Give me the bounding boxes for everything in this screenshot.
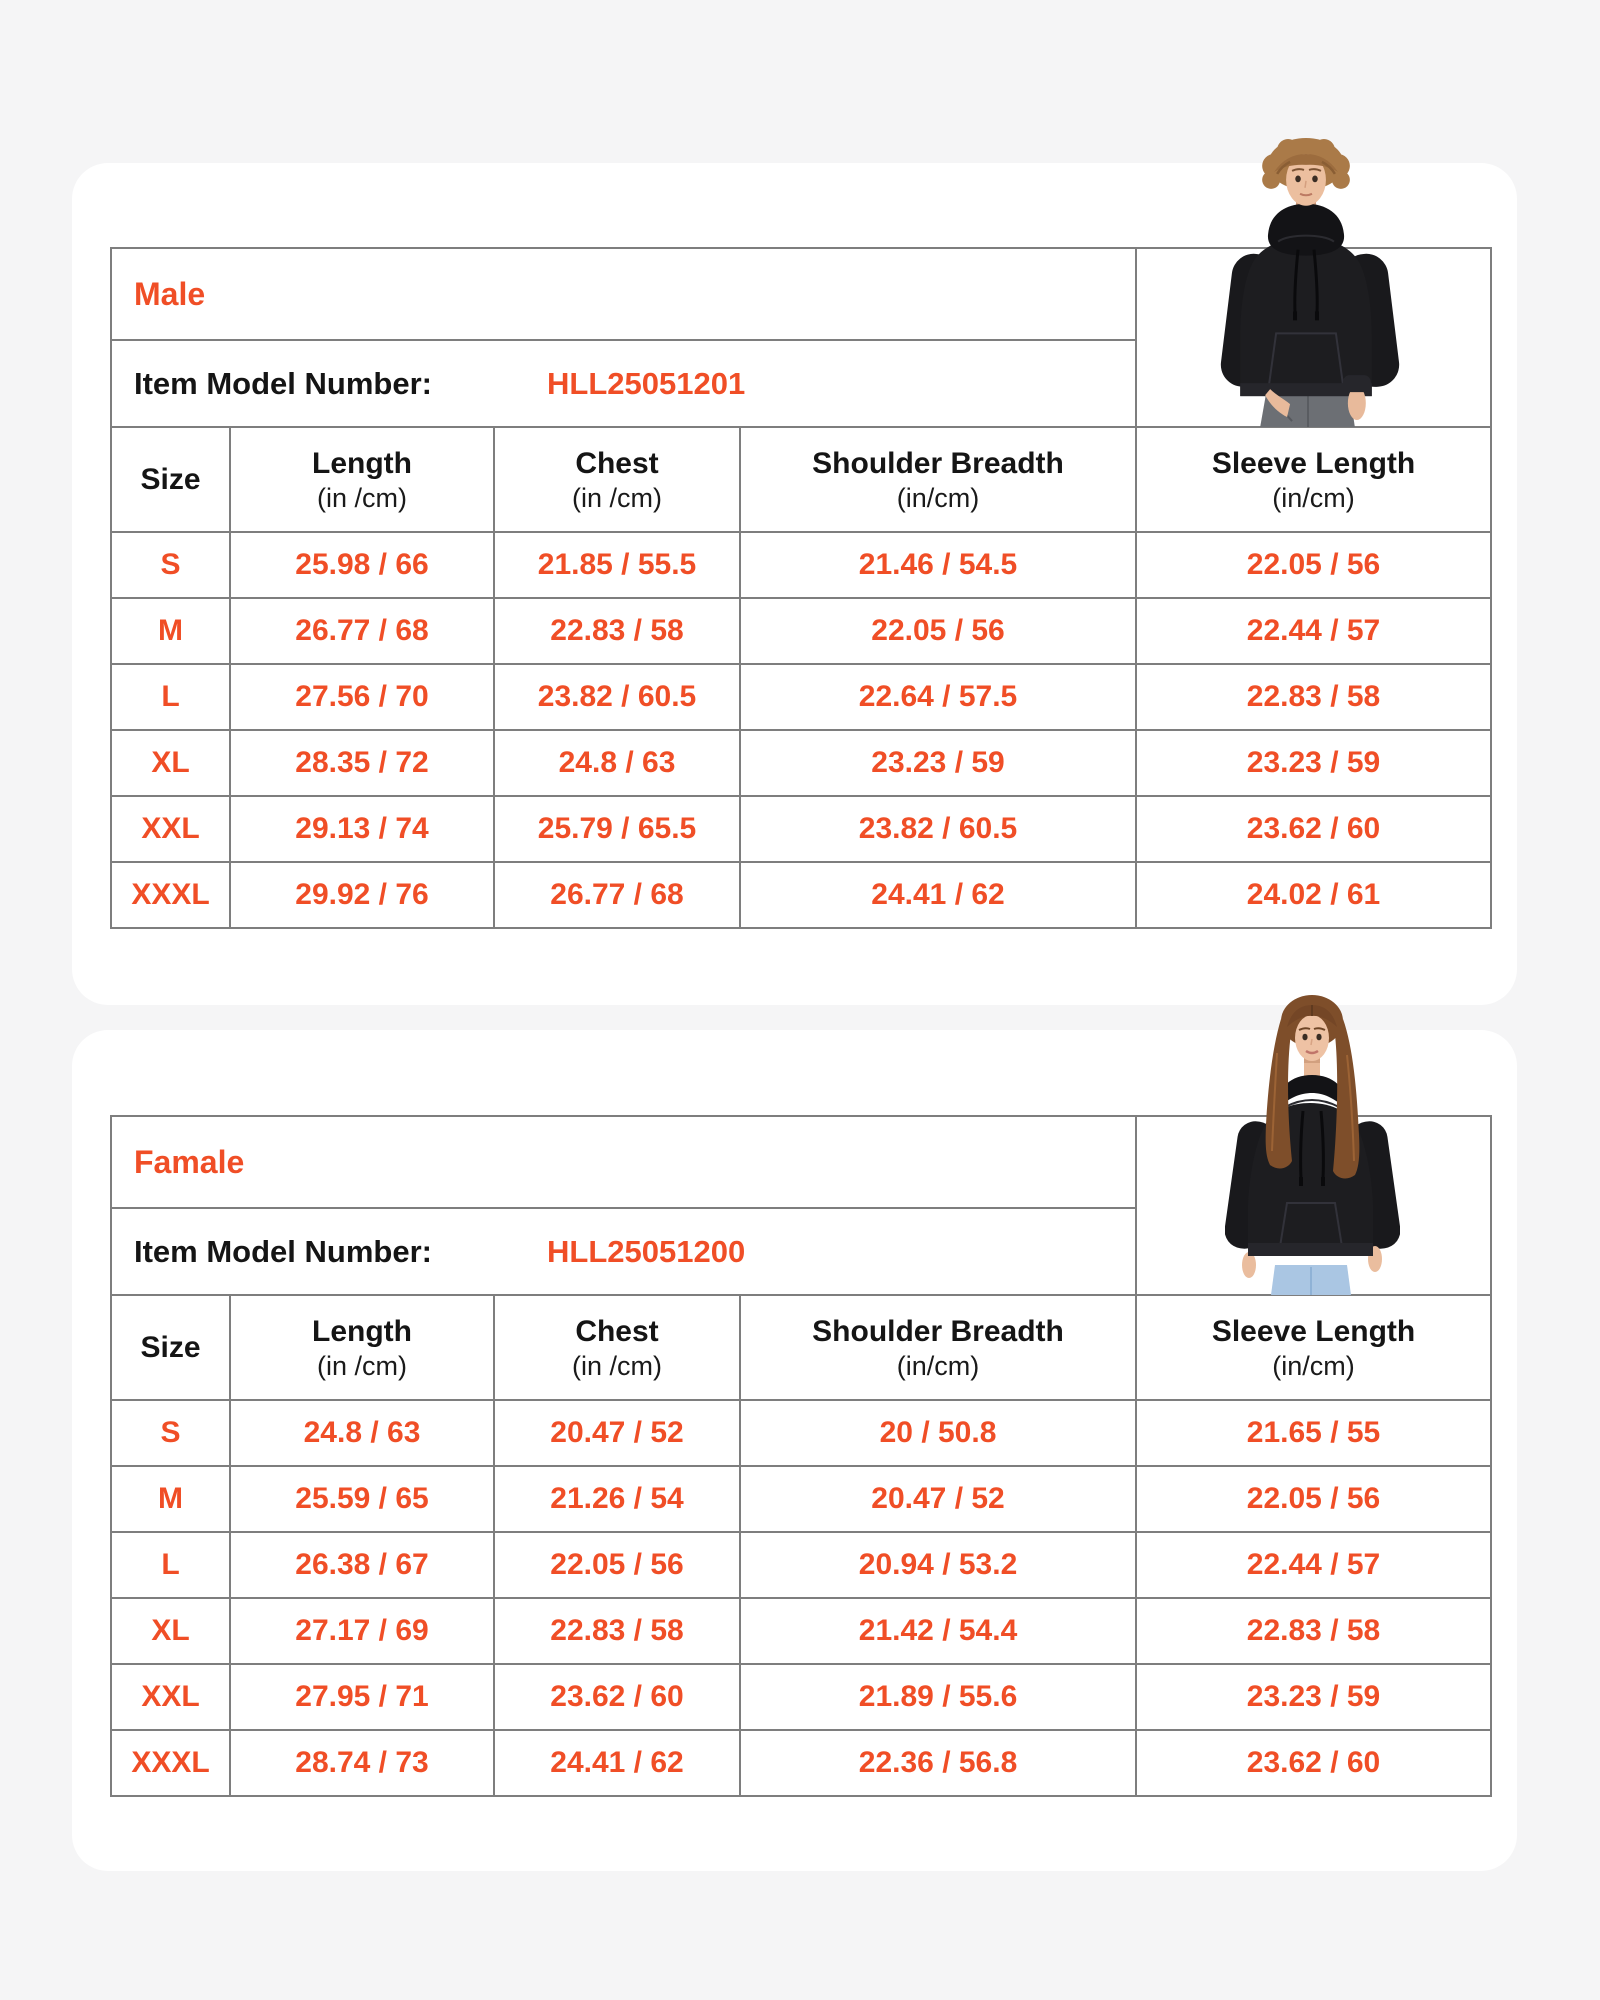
chest-value: 24.41 / 62 xyxy=(494,1730,740,1796)
col-header-shoulder xyxy=(740,1295,1136,1400)
table-row xyxy=(111,664,1491,730)
col-header-sleeve xyxy=(1136,427,1491,532)
col-header-unit: (in/cm) xyxy=(1272,1350,1355,1381)
female-size-table xyxy=(110,1115,1492,1797)
model-number-row xyxy=(111,1208,1136,1295)
sleeve-value: 23.23 / 59 xyxy=(1136,730,1491,796)
size-label: S xyxy=(111,532,230,598)
model-number-label: Item Model Number: xyxy=(134,1233,432,1269)
table-row xyxy=(111,862,1491,928)
col-header-shoulder xyxy=(740,427,1136,532)
col-header-title: Sleeve Length xyxy=(1211,446,1416,480)
length-value: 24.8 / 63 xyxy=(230,1400,494,1466)
size-label: XXXL xyxy=(111,862,230,928)
model-photo-cell xyxy=(1136,1116,1491,1295)
size-label: XXL xyxy=(111,796,230,862)
sleeve-value: 22.05 / 56 xyxy=(1136,1466,1491,1532)
col-header-title: Length xyxy=(312,1314,412,1348)
table-row xyxy=(111,1400,1491,1466)
sleeve-value: 23.62 / 60 xyxy=(1136,1730,1491,1796)
model-number-row xyxy=(111,340,1136,427)
table-header-row xyxy=(111,427,1491,532)
length-value: 26.38 / 67 xyxy=(230,1532,494,1598)
col-header-sleeve xyxy=(1136,1295,1491,1400)
col-header-length xyxy=(230,427,494,532)
col-header-unit: (in /cm) xyxy=(572,482,662,513)
length-value: 25.59 / 65 xyxy=(230,1466,494,1532)
sleeve-value: 22.44 / 57 xyxy=(1136,598,1491,664)
shoulder-value: 23.23 / 59 xyxy=(740,730,1136,796)
size-label: M xyxy=(111,1466,230,1532)
gender-label: Famale xyxy=(111,1116,1136,1208)
sleeve-value: 24.02 / 61 xyxy=(1136,862,1491,928)
table-row xyxy=(111,1598,1491,1664)
chest-value: 23.62 / 60 xyxy=(494,1664,740,1730)
size-label: XXXL xyxy=(111,1730,230,1796)
col-header-unit: (in/cm) xyxy=(896,1350,980,1381)
size-label: M xyxy=(111,598,230,664)
col-header-chest xyxy=(494,1295,740,1400)
model-number-label: Item Model Number: xyxy=(134,365,432,401)
length-value: 27.17 / 69 xyxy=(230,1598,494,1664)
table-row xyxy=(111,796,1491,862)
chest-value: 24.8 / 63 xyxy=(494,730,740,796)
length-value: 29.92 / 76 xyxy=(230,862,494,928)
shoulder-value: 22.36 / 56.8 xyxy=(740,1730,1136,1796)
table-row xyxy=(111,532,1491,598)
female-size-chart-card xyxy=(72,1030,1517,1871)
model-number-value: HLL25051201 xyxy=(547,365,746,401)
table-row xyxy=(111,1466,1491,1532)
size-label: L xyxy=(111,1532,230,1598)
chest-value: 23.82 / 60.5 xyxy=(494,664,740,730)
size-label: S xyxy=(111,1400,230,1466)
col-header-title: Sleeve Length xyxy=(1211,1314,1416,1348)
col-header-title: Chest xyxy=(575,1314,659,1348)
col-header-unit: (in/cm) xyxy=(1272,482,1355,513)
length-value: 27.56 / 70 xyxy=(230,664,494,730)
col-header-unit: (in /cm) xyxy=(317,1350,407,1381)
shoulder-value: 20.94 / 53.2 xyxy=(740,1532,1136,1598)
sleeve-value: 22.05 / 56 xyxy=(1136,532,1491,598)
table-row xyxy=(111,598,1491,664)
table-row xyxy=(111,248,1491,340)
size-label: XL xyxy=(111,730,230,796)
male-size-table xyxy=(110,247,1492,929)
length-value: 25.98 / 66 xyxy=(230,532,494,598)
chest-value: 25.79 / 65.5 xyxy=(494,796,740,862)
model-photo-cell xyxy=(1136,248,1491,427)
shoulder-value: 21.89 / 55.6 xyxy=(740,1664,1136,1730)
col-header-title: Size xyxy=(140,1330,201,1364)
col-header-title: Shoulder Breadth xyxy=(812,1314,1064,1348)
male-size-chart-card xyxy=(72,163,1517,1005)
length-value: 29.13 / 74 xyxy=(230,796,494,862)
col-header-unit: (in /cm) xyxy=(317,482,407,513)
sleeve-value: 21.65 / 55 xyxy=(1136,1400,1491,1466)
model-number-value: HLL25051200 xyxy=(547,1233,746,1269)
table-row xyxy=(111,1730,1491,1796)
table-header-row xyxy=(111,1295,1491,1400)
chest-value: 20.47 / 52 xyxy=(494,1400,740,1466)
shoulder-value: 21.42 / 54.4 xyxy=(740,1598,1136,1664)
chest-value: 22.83 / 58 xyxy=(494,598,740,664)
col-header-title: Shoulder Breadth xyxy=(812,446,1064,480)
col-header-title: Size xyxy=(140,462,201,496)
table-row xyxy=(111,1664,1491,1730)
table-row xyxy=(111,1532,1491,1598)
chest-value: 21.85 / 55.5 xyxy=(494,532,740,598)
col-header-title: Length xyxy=(312,446,412,480)
chest-value: 26.77 / 68 xyxy=(494,862,740,928)
col-header-chest xyxy=(494,427,740,532)
col-header-title: Chest xyxy=(575,446,659,480)
shoulder-value: 24.41 / 62 xyxy=(740,862,1136,928)
size-label: XXL xyxy=(111,1664,230,1730)
size-label: L xyxy=(111,664,230,730)
col-header-unit: (in /cm) xyxy=(572,1350,662,1381)
length-value: 27.95 / 71 xyxy=(230,1664,494,1730)
length-value: 28.35 / 72 xyxy=(230,730,494,796)
sleeve-value: 23.62 / 60 xyxy=(1136,796,1491,862)
chest-value: 21.26 / 54 xyxy=(494,1466,740,1532)
table-row xyxy=(111,730,1491,796)
size-label: XL xyxy=(111,1598,230,1664)
shoulder-value: 20.47 / 52 xyxy=(740,1466,1136,1532)
col-header-length xyxy=(230,1295,494,1400)
sleeve-value: 23.23 / 59 xyxy=(1136,1664,1491,1730)
shoulder-value: 23.82 / 60.5 xyxy=(740,796,1136,862)
shoulder-value: 22.64 / 57.5 xyxy=(740,664,1136,730)
length-value: 26.77 / 68 xyxy=(230,598,494,664)
chest-value: 22.05 / 56 xyxy=(494,1532,740,1598)
col-header-size xyxy=(111,427,230,532)
gender-label: Male xyxy=(111,248,1136,340)
col-header-unit: (in/cm) xyxy=(896,482,980,513)
length-value: 28.74 / 73 xyxy=(230,1730,494,1796)
sleeve-value: 22.44 / 57 xyxy=(1136,1532,1491,1598)
sleeve-value: 22.83 / 58 xyxy=(1136,664,1491,730)
sleeve-value: 22.83 / 58 xyxy=(1136,1598,1491,1664)
shoulder-value: 22.05 / 56 xyxy=(740,598,1136,664)
col-header-size xyxy=(111,1295,230,1400)
chest-value: 22.83 / 58 xyxy=(494,1598,740,1664)
table-row xyxy=(111,1116,1491,1208)
shoulder-value: 21.46 / 54.5 xyxy=(740,532,1136,598)
shoulder-value: 20 / 50.8 xyxy=(740,1400,1136,1466)
